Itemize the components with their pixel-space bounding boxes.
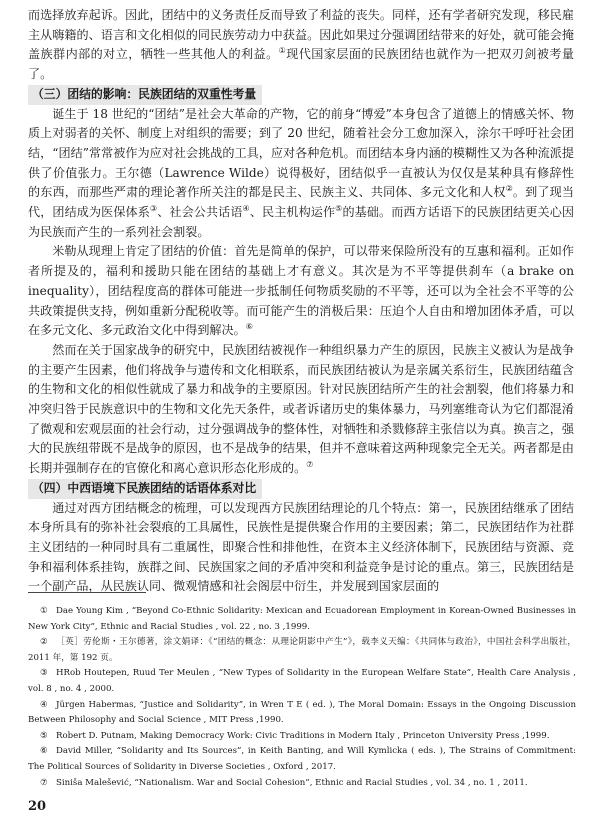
paragraph-2-text-e: 的基础。而西方话语下的民族团结更关心因为民族而产生的一系列社会割裂。 [28,205,574,239]
footnote-ref: ① [278,46,287,56]
paragraph-4 [28,341,574,479]
paragraph-5-text: 通过对西方团结概念的梳理，可以发现西方民族团结理论的几个特点：第一，民族团结继承了团结本身所具有的弥补社会裂痕的工具属性，民族性是提供聚合作用的主要因素；第二，民族团结作为社群主义团结的一种同时具有二重属性，即聚合性和排他性，在资本主义经济体制下，民族团结与资源、竞争和福利体系挂钩，族群之间、民族国家之间的矛盾冲突和利益竞争是讨论的重点。第三，民族团结是一个副产品，从民族认同、微观情感和社会阁层中衍生，并发展到国家层面的 [28,500,574,594]
footnote-text: HRob Houtepen, Ruud Ter Meulen , “New Types of Solidarity in the European Welfare State”, Health Care Analysis , vol. 8 , no. 4 , 2000. [28,668,576,694]
footnote-ref: ② [505,184,513,194]
paragraph-2-text-c: 、社会公共话语 [157,205,243,220]
section-heading-4: （四）中西语境下民族团结的话语体系对比 [28,479,262,499]
page-number: 20 [28,799,47,814]
paragraph-1-tail: 现代国家层面的民族团结也就作为一把双刃剑被考量了。 [28,47,574,82]
footnote-number: ⑦ [40,777,48,788]
section-heading-3-wrap [28,85,574,105]
footnote-text: Jürgen Habermas, “Justice and Solidarity”, in Wren T E ( ed. ), The Moral Domain: Essays in the Ongoing Discussion Between Philosophy and Social Science , MIT Press ,1990. [28,699,576,726]
footnote-number: ② [40,637,48,648]
footnote-ref: ⑤ [335,204,343,213]
footnote-number: ① [40,606,48,616]
paragraph-3 [28,242,574,341]
footnote-text: ［英］劳伦斯・王尔德著，涂文娟译：《“团结的概念：从理论阴影中产生”》，载李义天编：《共同体与政治》，中国社会科学出版社，2011 年，第 192 页。 [28,637,576,663]
footnote-number: ④ [40,699,48,710]
footnote-number: ⑥ [40,746,48,757]
footnote-5 [28,729,576,745]
footnote-divider [28,592,146,593]
paragraph-2-text-d: 、民主机构运作 [249,205,336,220]
footnote-1 [28,604,576,635]
footnote-ref: ③ [149,204,158,213]
footnote-ref: ⑥ [245,322,253,332]
footnote-6 [28,744,576,775]
paragraph-3-text: 米勒从现理上肯定了团结的价值：首先是简单的保护，可以带来保险所没有的互惠和福利。正如作者所提及的，福利和援助只能在团结的基础上才有意义。其次是为不平等提供刹车（a brake on inequality），团结程度高的群体可能进一步抵制任何物质奖励的不平等，还可以为全社会不平等的公共政策提供支持，例如重新分配税收等。而可能产生的消极后果：压迫个人自由和增加团体矛盾，可以在多元文化、多元政治文化中得到解决。 [28,244,574,338]
body-text [28,6,574,597]
footnote-text: Siniša Malešević, “Nationalism. War and Social Cohesion”, Ethnic and Racial Studies , vol. 34 , no. 1 , 2011. [56,777,528,788]
footnotes [28,604,576,791]
footnote-3 [28,666,576,697]
footnote-text: David Miller, “Solidarity and Its Sources”, in Keith Banting, and Will Kymlicka ( eds. ), The Strains of Commitment: The Political Sources of Solidarity in Diverse Societies , Oxford , 2017. [28,746,576,772]
footnote-ref: ⑦ [306,460,314,470]
footnote-2 [28,635,576,666]
footnote-7 [28,776,576,792]
paragraph-2 [28,105,574,243]
footnote-text: Robert D. Putnam, Making Democracy Work: Civic Traditions in Modern Italy , Princeton University Press ,1999. [56,730,550,741]
paragraph-2-text: 诞生于 18 世纪的“团结”是社会大革命的产物，它的前身“博爱”本身包含了道德上的情感关怀、物质上对弱者的关怀、制度上对组织的需要；到了 20 世纪，随着社会分工愈加深入，涂尔干呼吁社会团结，“团结”常常被作为应对社会挑战的工具，应对各种危机。而团结本身内涵的模糊性又为各种流派提供了价值张力。王尔德（Lawrence Wilde）说得极好，团结似乎一直被认为仅仅是某种具有修辞性的东西，而那些严肃的理论著作所关注的都是民主、民族主义、共同体、多元文化和人权 [28,106,574,200]
footnote-4 [28,698,576,729]
paragraph-1 [28,6,574,85]
paragraph-5 [28,499,574,598]
footnote-number: ③ [40,668,48,679]
paragraph-4-text: 然而在关于国家战争的研究中，民族团结被视作一种组织暴力产生的原因，民族主义被认为是战争的主要产生因素，他们将战争与遗传和文化相联系，而民族团结被认为是亲属关系衍生，民族团结蕴含的生物和文化的相似性就成了暴力和战争的主要原因。针对民族团结所产生的社会割裂，他们将暴力和冲突归咎于民族意识中的生物和文化先天条件，或者诉诸历史的集体暴力，马列塞维奇认为它们都混淆了微观和宏观层面的社会行动，过分强调战争的整体性，对牺牲和杀戮修辞主张信以为真。换言之，强大的民族纽带既不是战争的原因，也不是战争的结果，但并不意味着这两种现象完全无关。两者都是由长期并强制存在的官僚化和离心意识形态化形成的。 [28,342,574,476]
section-heading-4-wrap [28,479,574,499]
paragraph-2-text-b: 。到了现当代，团结成为医保体系 [28,185,574,220]
footnote-text: Dae Young Kim , “Beyond Co-Ethnic Solidarity: Mexican and Ecuadorean Employment in Korean-Owned Businesses in New York City”, Ethnic and Racial Studies , vol. 22 , no. 3 ,1999. [28,606,576,632]
section-heading-3: （三）团结的影响：民族团结的双重性考量 [28,85,262,105]
footnote-ref: ④ [242,204,250,213]
paragraph-1-text: 而选择放弃起诉。因此，团结中的义务责任反而导致了利益的丧失。同样，还有学者研究发现，移民雇主从嗨籍的、语言和文化相似的同民族劳动力中获益。因此如果过分强调团结带来的好处，就可能会掩盖族群内部的对立，牺牲一些其他人的利益。 [28,8,574,62]
footnote-number: ⑤ [40,730,48,741]
